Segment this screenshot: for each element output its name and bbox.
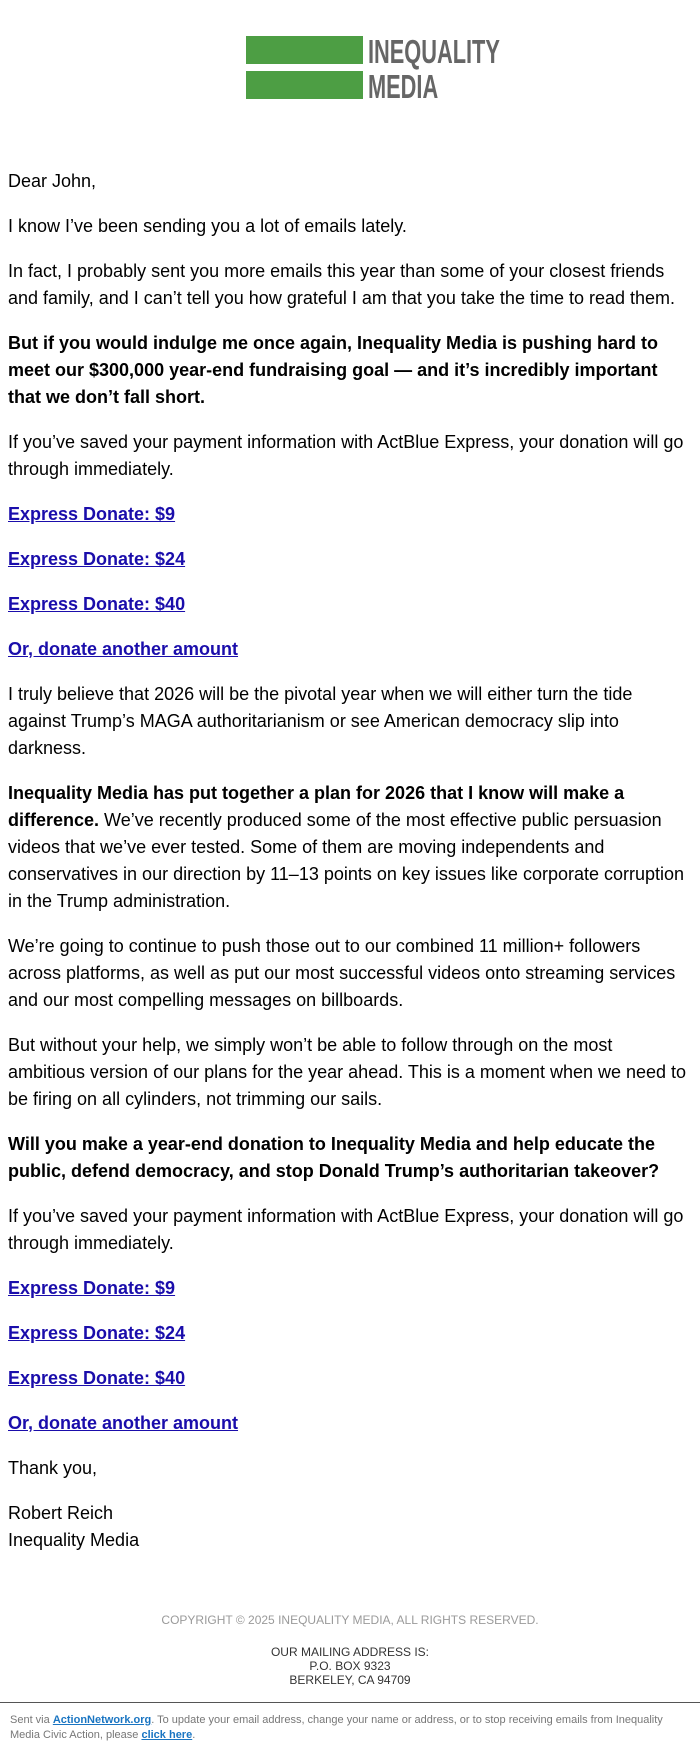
end-period: . [192, 1729, 196, 1741]
signature-org: Inequality Media [8, 1530, 140, 1550]
ask-bold-text: Will you make a year-end donation to Inequality Media and help educate the public, defend democracy, and stop Donald Trump’s authoritarian takeover? [8, 1134, 660, 1181]
paragraph-help: But without your help, we simply won’t be able to follow through on the most ambitious version of our plans for the year ahead. This is a moment when we need to be firing on all cylinders, not trimming our sails. [8, 1035, 687, 1109]
link-row-donate-other-b [8, 1410, 693, 1437]
express-donate-24-link[interactable]: Express Donate: $24 [8, 1323, 186, 1343]
plan-bold-text: Inequality Media has put together a plan for 2026 that I know will make a difference. [8, 783, 625, 830]
express-donate-9-link[interactable]: Express Donate: $9 [8, 504, 176, 524]
donate-another-amount-link[interactable]: Or, donate another amount [8, 639, 239, 659]
footer-unsubscribe [10, 1713, 670, 1743]
goal-bold-text: But if you would indulge me once again, Inequality Media is pushing hard to meet our $300,000 year-end fundraising goal — and it’s incredibly important that we don’t fall short. [8, 333, 659, 407]
paragraph-gratitude: In fact, I probably sent you more emails this year than some of your closest friends and family, and I can’t tell you how grateful I am that you take the time to read them. [8, 261, 676, 308]
donate-another-amount-link[interactable]: Or, donate another amount [8, 1413, 239, 1433]
link-row-donate-40-a [8, 591, 693, 618]
paragraph-intro: I know I’ve been sending you a lot of emails lately. [8, 216, 407, 236]
paragraph-ask [8, 1131, 693, 1185]
sent-via-text: Sent via [10, 1714, 53, 1726]
unsubscribe-text: . To update your email address, change your name or address, or to stop receiving emails from Inequality Media Civic Action, please [10, 1714, 663, 1741]
plan-text: We’ve recently produced some of the most effective public persuasion videos that we’ve ever tested. Some of them are moving independents and conservatives in our direction by 11–13 points on key issues like corporate corruption in the Trump administration. [8, 810, 685, 911]
logo-text-line2: MEDIA [368, 68, 439, 105]
paragraph-plan [8, 780, 693, 915]
paragraph-actblue-1: If you’ve saved your payment information with ActBlue Express, your donation will go through immediately. [8, 432, 684, 479]
action-network-link[interactable]: ActionNetwork.org [52, 1714, 152, 1726]
signature [8, 1500, 693, 1554]
logo-bar-bottom [246, 71, 363, 99]
express-donate-40-link[interactable]: Express Donate: $40 [8, 1368, 186, 1388]
inequality-media-logo [246, 33, 500, 105]
link-row-donate-40-b [8, 1365, 693, 1392]
express-donate-24-link[interactable]: Express Donate: $24 [8, 549, 186, 569]
logo-bar-top [246, 36, 363, 64]
paragraph-2026: I truly believe that 2026 will be the pivotal year when we will either turn the tide against Trump’s MAGA authoritarianism or see American democracy slip into darkness. [8, 684, 633, 758]
greeting: Dear John, [8, 171, 97, 191]
copyright-notice: COPYRIGHT © 2025 INEQUALITY MEDIA, ALL RIGHTS RESERVED. [161, 1613, 539, 1627]
express-donate-40-link[interactable]: Express Donate: $40 [8, 594, 186, 614]
link-row-donate-9-b [8, 1275, 693, 1302]
closing: Thank you, [8, 1458, 98, 1478]
address-heading: OUR MAILING ADDRESS IS: [270, 1645, 430, 1659]
link-row-donate-24-a [8, 546, 693, 573]
address-line2: BERKELEY, CA 94709 [289, 1673, 411, 1687]
click-here-link[interactable]: click here [141, 1729, 193, 1741]
footer-divider [0, 1702, 700, 1703]
link-row-donate-9-a [8, 501, 693, 528]
email-body [8, 168, 693, 1572]
address-line1: P.O. BOX 9323 [309, 1659, 391, 1673]
paragraph-goal [8, 330, 693, 411]
link-row-donate-24-b [8, 1320, 693, 1347]
logo-text-line1: INEQUALITY [368, 33, 500, 70]
paragraph-followers: We’re going to continue to push those out to our combined 11 million+ followers across platforms, as well as put our most successful videos onto streaming services and our most compelling messages on billboards. [8, 936, 676, 1010]
link-row-donate-other-a [8, 636, 693, 663]
signature-name: Robert Reich [8, 1503, 114, 1523]
mailing-address [0, 1645, 700, 1687]
paragraph-actblue-2: If you’ve saved your payment information with ActBlue Express, your donation will go through immediately. [8, 1206, 684, 1253]
express-donate-9-link[interactable]: Express Donate: $9 [8, 1278, 176, 1298]
